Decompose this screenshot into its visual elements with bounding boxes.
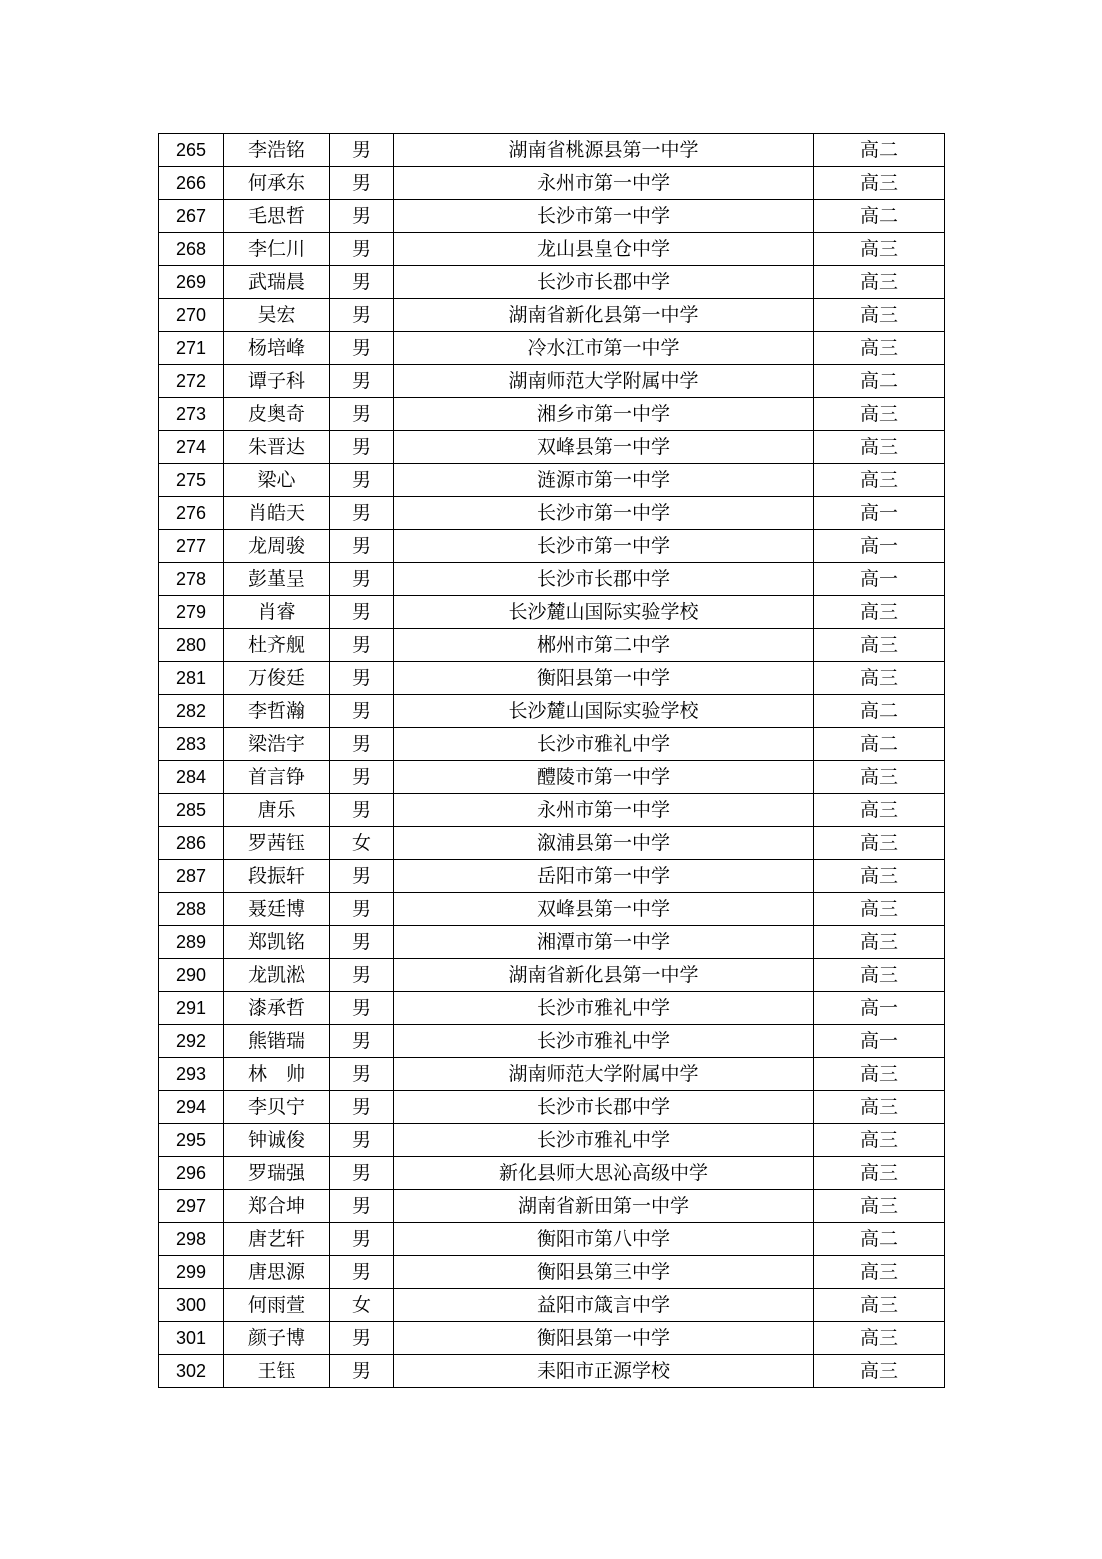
grade-cell: 高三 bbox=[814, 827, 945, 860]
school-cell: 双峰县第一中学 bbox=[394, 431, 814, 464]
student-name-cell: 郑合坤 bbox=[224, 1190, 330, 1223]
row-number-cell: 269 bbox=[159, 266, 224, 299]
table-row bbox=[159, 464, 945, 497]
gender-cell: 男 bbox=[330, 1058, 394, 1091]
grade-cell: 高三 bbox=[814, 464, 945, 497]
grade-cell: 高三 bbox=[814, 1091, 945, 1124]
grade-cell: 高三 bbox=[814, 629, 945, 662]
grade-cell: 高三 bbox=[814, 893, 945, 926]
student-name-cell: 罗茜钰 bbox=[224, 827, 330, 860]
gender-cell: 男 bbox=[330, 167, 394, 200]
grade-cell: 高二 bbox=[814, 1223, 945, 1256]
row-number-cell: 300 bbox=[159, 1289, 224, 1322]
student-name-cell: 王钰 bbox=[224, 1355, 330, 1388]
gender-cell: 男 bbox=[330, 1124, 394, 1157]
grade-cell: 高三 bbox=[814, 167, 945, 200]
student-name-cell: 李哲瀚 bbox=[224, 695, 330, 728]
table-row bbox=[159, 299, 945, 332]
row-number-cell: 280 bbox=[159, 629, 224, 662]
table-row bbox=[159, 530, 945, 563]
school-cell: 益阳市箴言中学 bbox=[394, 1289, 814, 1322]
student-name-cell: 首言铮 bbox=[224, 761, 330, 794]
row-number-cell: 292 bbox=[159, 1025, 224, 1058]
row-number-cell: 286 bbox=[159, 827, 224, 860]
row-number-cell: 277 bbox=[159, 530, 224, 563]
student-name-cell: 李浩铭 bbox=[224, 134, 330, 167]
gender-cell: 男 bbox=[330, 1223, 394, 1256]
gender-cell: 男 bbox=[330, 629, 394, 662]
table-row bbox=[159, 1190, 945, 1223]
row-number-cell: 267 bbox=[159, 200, 224, 233]
student-name-cell: 武瑞晨 bbox=[224, 266, 330, 299]
table-row bbox=[159, 662, 945, 695]
table-row bbox=[159, 332, 945, 365]
student-name-cell: 万俊廷 bbox=[224, 662, 330, 695]
school-cell: 湖南省新田第一中学 bbox=[394, 1190, 814, 1223]
grade-cell: 高二 bbox=[814, 134, 945, 167]
row-number-cell: 301 bbox=[159, 1322, 224, 1355]
row-number-cell: 276 bbox=[159, 497, 224, 530]
student-name-cell: 梁浩宇 bbox=[224, 728, 330, 761]
gender-cell: 男 bbox=[330, 926, 394, 959]
row-number-cell: 281 bbox=[159, 662, 224, 695]
gender-cell: 男 bbox=[330, 992, 394, 1025]
student-name-cell: 杨培峰 bbox=[224, 332, 330, 365]
grade-cell: 高三 bbox=[814, 398, 945, 431]
student-name-cell: 唐艺轩 bbox=[224, 1223, 330, 1256]
student-name-cell: 谭子科 bbox=[224, 365, 330, 398]
student-name-cell: 唐思源 bbox=[224, 1256, 330, 1289]
table-row bbox=[159, 233, 945, 266]
table-row bbox=[159, 629, 945, 662]
row-number-cell: 265 bbox=[159, 134, 224, 167]
grade-cell: 高三 bbox=[814, 431, 945, 464]
school-cell: 湖南师范大学附属中学 bbox=[394, 365, 814, 398]
table-row bbox=[159, 1058, 945, 1091]
student-name-cell: 唐乐 bbox=[224, 794, 330, 827]
row-number-cell: 275 bbox=[159, 464, 224, 497]
table-row bbox=[159, 1223, 945, 1256]
gender-cell: 男 bbox=[330, 860, 394, 893]
grade-cell: 高三 bbox=[814, 959, 945, 992]
table-row bbox=[159, 827, 945, 860]
gender-cell: 男 bbox=[330, 332, 394, 365]
table-row bbox=[159, 1355, 945, 1388]
school-cell: 冷水江市第一中学 bbox=[394, 332, 814, 365]
grade-cell: 高二 bbox=[814, 365, 945, 398]
student-name-cell: 毛思哲 bbox=[224, 200, 330, 233]
row-number-cell: 274 bbox=[159, 431, 224, 464]
student-name-cell: 李贝宁 bbox=[224, 1091, 330, 1124]
row-number-cell: 278 bbox=[159, 563, 224, 596]
grade-cell: 高三 bbox=[814, 266, 945, 299]
grade-cell: 高三 bbox=[814, 1058, 945, 1091]
table-row bbox=[159, 200, 945, 233]
student-name-cell: 何承东 bbox=[224, 167, 330, 200]
table-row bbox=[159, 1157, 945, 1190]
table-row bbox=[159, 695, 945, 728]
table-row bbox=[159, 992, 945, 1025]
table-row bbox=[159, 266, 945, 299]
student-name-cell: 聂廷博 bbox=[224, 893, 330, 926]
row-number-cell: 266 bbox=[159, 167, 224, 200]
table-row bbox=[159, 398, 945, 431]
table-row bbox=[159, 959, 945, 992]
gender-cell: 男 bbox=[330, 563, 394, 596]
table-row bbox=[159, 860, 945, 893]
school-cell: 衡阳县第一中学 bbox=[394, 662, 814, 695]
student-name-cell: 颜子博 bbox=[224, 1322, 330, 1355]
grade-cell: 高三 bbox=[814, 1124, 945, 1157]
gender-cell: 男 bbox=[330, 1190, 394, 1223]
gender-cell: 男 bbox=[330, 233, 394, 266]
gender-cell: 女 bbox=[330, 1289, 394, 1322]
school-cell: 新化县师大思沁高级中学 bbox=[394, 1157, 814, 1190]
gender-cell: 男 bbox=[330, 959, 394, 992]
grade-cell: 高三 bbox=[814, 1355, 945, 1388]
student-name-cell: 肖皓天 bbox=[224, 497, 330, 530]
table-row bbox=[159, 497, 945, 530]
row-number-cell: 287 bbox=[159, 860, 224, 893]
student-name-cell: 龙周骏 bbox=[224, 530, 330, 563]
school-cell: 长沙市长郡中学 bbox=[394, 1091, 814, 1124]
table-row bbox=[159, 893, 945, 926]
grade-cell: 高一 bbox=[814, 1025, 945, 1058]
row-number-cell: 288 bbox=[159, 893, 224, 926]
student-name-cell: 李仁川 bbox=[224, 233, 330, 266]
gender-cell: 男 bbox=[330, 134, 394, 167]
student-name-cell: 林 帅 bbox=[224, 1058, 330, 1091]
grade-cell: 高三 bbox=[814, 1157, 945, 1190]
table-row bbox=[159, 431, 945, 464]
grade-cell: 高三 bbox=[814, 662, 945, 695]
school-cell: 长沙麓山国际实验学校 bbox=[394, 695, 814, 728]
school-cell: 湖南师范大学附属中学 bbox=[394, 1058, 814, 1091]
school-cell: 长沙市雅礼中学 bbox=[394, 728, 814, 761]
grade-cell: 高三 bbox=[814, 332, 945, 365]
school-cell: 永州市第一中学 bbox=[394, 167, 814, 200]
gender-cell: 男 bbox=[330, 1322, 394, 1355]
gender-cell: 男 bbox=[330, 200, 394, 233]
student-name-cell: 朱晋达 bbox=[224, 431, 330, 464]
row-number-cell: 298 bbox=[159, 1223, 224, 1256]
grade-cell: 高二 bbox=[814, 728, 945, 761]
grade-cell: 高三 bbox=[814, 794, 945, 827]
row-number-cell: 289 bbox=[159, 926, 224, 959]
row-number-cell: 302 bbox=[159, 1355, 224, 1388]
student-name-cell: 吴宏 bbox=[224, 299, 330, 332]
row-number-cell: 299 bbox=[159, 1256, 224, 1289]
row-number-cell: 293 bbox=[159, 1058, 224, 1091]
school-cell: 长沙市雅礼中学 bbox=[394, 992, 814, 1025]
student-roster-table bbox=[158, 133, 945, 1388]
gender-cell: 男 bbox=[330, 299, 394, 332]
gender-cell: 男 bbox=[330, 398, 394, 431]
gender-cell: 男 bbox=[330, 1157, 394, 1190]
student-name-cell: 肖睿 bbox=[224, 596, 330, 629]
school-cell: 长沙市第一中学 bbox=[394, 530, 814, 563]
school-cell: 双峰县第一中学 bbox=[394, 893, 814, 926]
school-cell: 醴陵市第一中学 bbox=[394, 761, 814, 794]
row-number-cell: 270 bbox=[159, 299, 224, 332]
table-row bbox=[159, 761, 945, 794]
grade-cell: 高三 bbox=[814, 926, 945, 959]
school-cell: 长沙市第一中学 bbox=[394, 200, 814, 233]
gender-cell: 女 bbox=[330, 827, 394, 860]
grade-cell: 高二 bbox=[814, 200, 945, 233]
row-number-cell: 297 bbox=[159, 1190, 224, 1223]
table-row bbox=[159, 1025, 945, 1058]
row-number-cell: 284 bbox=[159, 761, 224, 794]
school-cell: 湖南省新化县第一中学 bbox=[394, 959, 814, 992]
school-cell: 长沙市长郡中学 bbox=[394, 563, 814, 596]
grade-cell: 高一 bbox=[814, 992, 945, 1025]
grade-cell: 高一 bbox=[814, 497, 945, 530]
school-cell: 衡阳市第八中学 bbox=[394, 1223, 814, 1256]
row-number-cell: 282 bbox=[159, 695, 224, 728]
gender-cell: 男 bbox=[330, 893, 394, 926]
row-number-cell: 272 bbox=[159, 365, 224, 398]
table-row bbox=[159, 167, 945, 200]
roster-body bbox=[159, 134, 945, 1388]
table-row bbox=[159, 1322, 945, 1355]
student-name-cell: 段振轩 bbox=[224, 860, 330, 893]
student-name-cell: 龙凯淞 bbox=[224, 959, 330, 992]
grade-cell: 高一 bbox=[814, 563, 945, 596]
school-cell: 衡阳县第三中学 bbox=[394, 1256, 814, 1289]
school-cell: 长沙市长郡中学 bbox=[394, 266, 814, 299]
table-row bbox=[159, 563, 945, 596]
table-row bbox=[159, 1091, 945, 1124]
gender-cell: 男 bbox=[330, 464, 394, 497]
student-name-cell: 梁心 bbox=[224, 464, 330, 497]
table-row bbox=[159, 365, 945, 398]
school-cell: 湘潭市第一中学 bbox=[394, 926, 814, 959]
table-row bbox=[159, 1124, 945, 1157]
school-cell: 湖南省新化县第一中学 bbox=[394, 299, 814, 332]
school-cell: 长沙市雅礼中学 bbox=[394, 1025, 814, 1058]
student-name-cell: 何雨萱 bbox=[224, 1289, 330, 1322]
gender-cell: 男 bbox=[330, 662, 394, 695]
gender-cell: 男 bbox=[330, 266, 394, 299]
grade-cell: 高三 bbox=[814, 596, 945, 629]
school-cell: 湘乡市第一中学 bbox=[394, 398, 814, 431]
grade-cell: 高三 bbox=[814, 1322, 945, 1355]
row-number-cell: 296 bbox=[159, 1157, 224, 1190]
gender-cell: 男 bbox=[330, 761, 394, 794]
row-number-cell: 268 bbox=[159, 233, 224, 266]
table-row bbox=[159, 596, 945, 629]
school-cell: 长沙市第一中学 bbox=[394, 497, 814, 530]
gender-cell: 男 bbox=[330, 1025, 394, 1058]
gender-cell: 男 bbox=[330, 695, 394, 728]
grade-cell: 高三 bbox=[814, 1256, 945, 1289]
row-number-cell: 285 bbox=[159, 794, 224, 827]
school-cell: 耒阳市正源学校 bbox=[394, 1355, 814, 1388]
gender-cell: 男 bbox=[330, 596, 394, 629]
school-cell: 涟源市第一中学 bbox=[394, 464, 814, 497]
school-cell: 岳阳市第一中学 bbox=[394, 860, 814, 893]
row-number-cell: 290 bbox=[159, 959, 224, 992]
grade-cell: 高三 bbox=[814, 299, 945, 332]
student-name-cell: 皮奥奇 bbox=[224, 398, 330, 431]
school-cell: 龙山县皇仓中学 bbox=[394, 233, 814, 266]
grade-cell: 高三 bbox=[814, 761, 945, 794]
grade-cell: 高一 bbox=[814, 530, 945, 563]
grade-cell: 高二 bbox=[814, 695, 945, 728]
row-number-cell: 283 bbox=[159, 728, 224, 761]
gender-cell: 男 bbox=[330, 728, 394, 761]
gender-cell: 男 bbox=[330, 794, 394, 827]
row-number-cell: 295 bbox=[159, 1124, 224, 1157]
school-cell: 永州市第一中学 bbox=[394, 794, 814, 827]
row-number-cell: 273 bbox=[159, 398, 224, 431]
grade-cell: 高三 bbox=[814, 233, 945, 266]
table-row bbox=[159, 926, 945, 959]
gender-cell: 男 bbox=[330, 497, 394, 530]
student-name-cell: 彭堇呈 bbox=[224, 563, 330, 596]
gender-cell: 男 bbox=[330, 431, 394, 464]
gender-cell: 男 bbox=[330, 365, 394, 398]
row-number-cell: 291 bbox=[159, 992, 224, 1025]
student-name-cell: 杜齐舰 bbox=[224, 629, 330, 662]
table-row bbox=[159, 728, 945, 761]
school-cell: 郴州市第二中学 bbox=[394, 629, 814, 662]
row-number-cell: 279 bbox=[159, 596, 224, 629]
table-row bbox=[159, 1256, 945, 1289]
gender-cell: 男 bbox=[330, 1355, 394, 1388]
school-cell: 长沙市雅礼中学 bbox=[394, 1124, 814, 1157]
student-name-cell: 熊锴瑞 bbox=[224, 1025, 330, 1058]
grade-cell: 高三 bbox=[814, 1289, 945, 1322]
student-name-cell: 钟诚俊 bbox=[224, 1124, 330, 1157]
table-row bbox=[159, 794, 945, 827]
school-cell: 湖南省桃源县第一中学 bbox=[394, 134, 814, 167]
gender-cell: 男 bbox=[330, 1091, 394, 1124]
gender-cell: 男 bbox=[330, 1256, 394, 1289]
school-cell: 溆浦县第一中学 bbox=[394, 827, 814, 860]
table-row bbox=[159, 134, 945, 167]
grade-cell: 高三 bbox=[814, 1190, 945, 1223]
row-number-cell: 294 bbox=[159, 1091, 224, 1124]
school-cell: 长沙麓山国际实验学校 bbox=[394, 596, 814, 629]
grade-cell: 高三 bbox=[814, 860, 945, 893]
student-name-cell: 郑凯铭 bbox=[224, 926, 330, 959]
student-name-cell: 漆承哲 bbox=[224, 992, 330, 1025]
school-cell: 衡阳县第一中学 bbox=[394, 1322, 814, 1355]
row-number-cell: 271 bbox=[159, 332, 224, 365]
table-row bbox=[159, 1289, 945, 1322]
student-name-cell: 罗瑞强 bbox=[224, 1157, 330, 1190]
gender-cell: 男 bbox=[330, 530, 394, 563]
